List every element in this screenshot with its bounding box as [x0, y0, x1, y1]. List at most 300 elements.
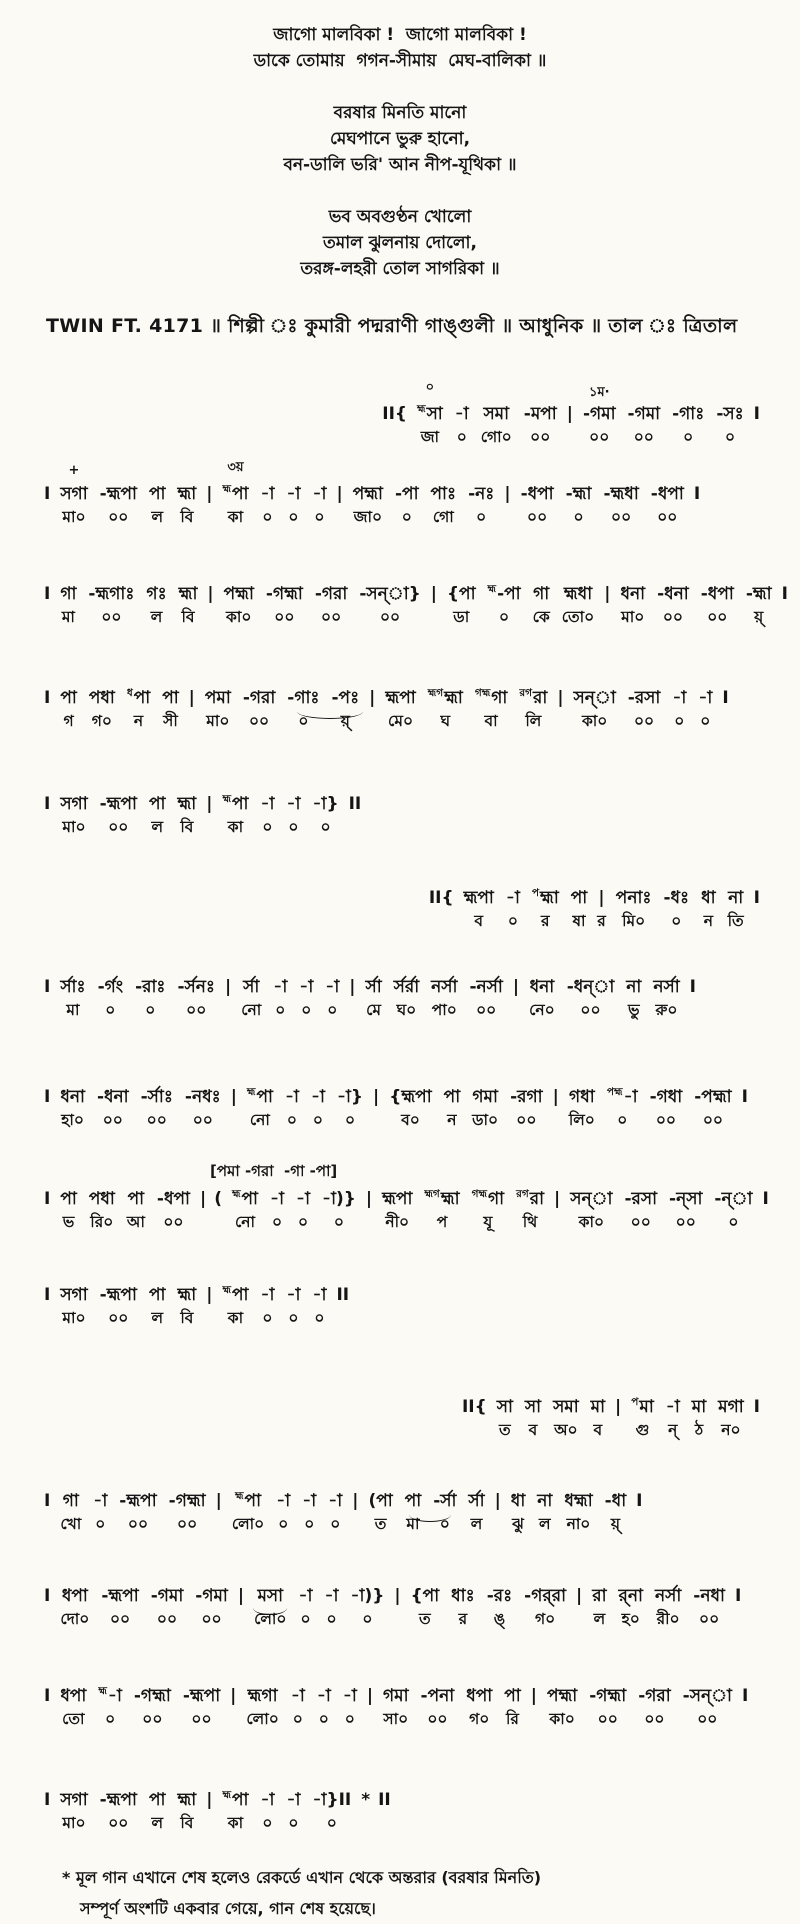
lyric-syllable: ত [374, 1515, 387, 1533]
notation-cell: | [206, 794, 213, 814]
notation-cell: -রাঃ [135, 977, 166, 997]
beat-cell [686, 976, 700, 1023]
beat-cell [353, 583, 426, 630]
beat-cell [280, 1789, 306, 1836]
beat-cell [558, 1490, 598, 1537]
beat-cell [379, 687, 421, 734]
lyric-syllable: ০০ [675, 1213, 696, 1231]
lyric-syllable: ০ [683, 428, 694, 446]
notation-cell: | [554, 1189, 561, 1209]
beat-cell [583, 1685, 632, 1732]
grace-note: গহ্ম [471, 1188, 487, 1200]
beat-cell [179, 1086, 227, 1133]
beat-cell [202, 793, 216, 840]
lyric-syllable: ব [593, 1421, 603, 1439]
notation-line [40, 1585, 764, 1632]
beat-cell [54, 1086, 91, 1133]
beat-cell [240, 1685, 284, 1732]
lyric-syllable: ০ [573, 508, 584, 526]
notation-cell: পা [60, 1189, 77, 1209]
notation-cell: ধনা [60, 1087, 85, 1107]
beat-cell [556, 583, 601, 630]
lyric-syllable: ০ [318, 1710, 329, 1728]
beat-cell [331, 1086, 369, 1133]
notation-cell: II{ [428, 888, 454, 908]
beat-cell [363, 1685, 377, 1732]
notation-cell: -পহ্মা [694, 1087, 732, 1107]
notation-cell: র্সা [365, 977, 382, 997]
notation-cell: | [237, 1586, 245, 1606]
lyric-syllable: ০০ [427, 1710, 448, 1728]
beat-cell [708, 1188, 758, 1235]
lyric-syllable: ন [447, 1111, 457, 1129]
beat-cell [645, 483, 690, 530]
notation-cell: | [504, 484, 511, 504]
beat-cell [565, 887, 593, 934]
lyric-syllable: ০ [297, 1213, 309, 1231]
notation-cell: -রসা [624, 1189, 658, 1209]
tala-mark: + [68, 463, 80, 478]
lyric-syllable: ০ [330, 1515, 341, 1533]
notation-cell: -া [312, 1285, 327, 1305]
lyric-syllable: ০০ [516, 1111, 537, 1129]
lyrics-line: বরষার মিনতি মানো [333, 103, 467, 123]
lyric-syllable: ত [419, 1610, 431, 1628]
lyric-syllable: ০ [298, 712, 309, 730]
lyric-syllable: ল [151, 1309, 163, 1327]
lyric-syllable: ০ [312, 1111, 323, 1129]
beat-cell [54, 1685, 92, 1732]
beat-cell [171, 1789, 202, 1836]
lyric-syllable: ০ [288, 818, 299, 836]
notation-cell: -ধা [604, 1491, 627, 1511]
lyric-syllable: ০ [262, 1309, 273, 1327]
notation-cell: -া [672, 688, 687, 708]
beat-cell [121, 682, 156, 734]
lyric-syllable: ০ [300, 1610, 311, 1628]
beat-cell [738, 1086, 752, 1133]
notation-cell: I [753, 1397, 760, 1417]
grace-note: হ্ম [98, 1685, 107, 1697]
beat-cell [481, 1585, 518, 1632]
beat-cell [527, 1685, 541, 1732]
notation-cell: $^{হ্ম}$পা [222, 793, 249, 814]
grace-note: প [531, 887, 540, 899]
notation-cell: -হ্মধা [603, 484, 639, 504]
beat-cell [226, 1183, 264, 1235]
beat-cell [345, 976, 359, 1023]
lyric-syllable: ০ [401, 508, 412, 526]
beat-cell [585, 1396, 611, 1443]
notation-line [40, 1081, 764, 1133]
notation-cell: $^{হ্মগ}$হ্মা [427, 687, 463, 708]
lyric-syllable: দো০ [60, 1610, 90, 1628]
beat-cell [347, 483, 389, 530]
notation-cell: -া [276, 1491, 291, 1511]
lyric-syllable: ০ [320, 818, 331, 836]
notation-cell: ধনা [620, 584, 646, 604]
beat-cell [686, 1396, 712, 1443]
notation-cell: -গাঃ [287, 688, 320, 708]
beat-cell [216, 1279, 254, 1331]
beat-cell [513, 682, 553, 734]
notation-cell: -গধা [649, 1087, 683, 1107]
notation-cell: | [430, 584, 437, 604]
beat-cell [505, 1490, 531, 1537]
lyric-syllable: য়্ [610, 1515, 620, 1533]
beat-cell [54, 793, 93, 840]
beat-cell [632, 1490, 646, 1537]
notation-cell: পনাঃ [615, 888, 652, 908]
grace-note: হ্মগ [424, 1188, 440, 1200]
notation-cell: ধপা [466, 1686, 493, 1706]
notation-cell: | [394, 1586, 401, 1606]
beat-cell [92, 976, 130, 1023]
lyric-syllable: ০ [286, 1111, 297, 1129]
beat-cell [458, 1396, 491, 1443]
notation-cell: -সঃ [716, 404, 744, 424]
notation-cell: | [352, 1491, 359, 1511]
beat-cell [171, 1284, 202, 1331]
notation-cell: গমা [383, 1686, 409, 1706]
lyric-syllable: জা [420, 428, 440, 446]
notation-cell: -গমা [627, 404, 661, 424]
beat-cell [695, 583, 740, 630]
record-header-line: TWIN FT. 4171 ॥ শিল্পী ঃ কুমারী পদ্মরাণী গাঙ্গুলী ॥ আধুনিক ॥ তাল ঃ ত্রিতাল [46, 315, 738, 337]
lyric-syllable: মা [406, 1515, 420, 1533]
notation-cell: -া [698, 688, 713, 708]
beat-cell [171, 483, 202, 530]
notation-cell: II [336, 1285, 350, 1305]
lyric-syllable: ০ [327, 1001, 338, 1019]
lyric-syllable: ০০ [248, 712, 270, 730]
footnote [0, 1862, 800, 1924]
lyric-syllable: ০০ [580, 1001, 601, 1019]
beat-cell [550, 1188, 564, 1235]
notation-cell: | [557, 688, 564, 708]
lyric-syllable: কা [227, 818, 244, 836]
notation-cell: -া [298, 1586, 313, 1606]
beat-cell [359, 976, 387, 1023]
lyric-syllable: ০০ [379, 608, 401, 626]
notation-cell: | [369, 688, 376, 708]
notation-cell: I [44, 484, 51, 504]
beat-cell [441, 583, 482, 630]
notation-cell: পা [148, 794, 166, 814]
beat-cell [40, 1284, 54, 1331]
beat-cell [389, 483, 425, 530]
notation-cell: I [44, 1686, 51, 1706]
notation-cell: হ্মগা [247, 1686, 278, 1706]
swaralipi-score [0, 380, 800, 1836]
beat-cell [94, 483, 143, 530]
notation-cell: হ্মা [178, 584, 198, 604]
lyric-syllable: বি [181, 608, 195, 626]
beat-cell [519, 1396, 547, 1443]
notation-cell: -গহ্মা [168, 1491, 206, 1511]
lyric-syllable: ০ [439, 1515, 450, 1533]
notation-cell: পা [148, 1790, 166, 1810]
notation-cell: সা [496, 1397, 513, 1417]
notation-cell: নর্সা [653, 977, 680, 997]
notation-cell: না [537, 1491, 553, 1511]
lyric-syllable: ০ [499, 608, 510, 626]
beat-cell [365, 687, 379, 734]
notation-cell: -ধপা [156, 1189, 190, 1209]
notation-cell: -রগা [510, 1087, 543, 1107]
notation-cell: পা [162, 688, 179, 708]
notation-cell: গঃ [146, 584, 167, 604]
lyric-syllable: ০ [476, 508, 487, 526]
beat-cell [306, 1284, 332, 1331]
notation-cell: -হ্মপা [99, 484, 137, 504]
notation-cell: $^{হ্ম}$পা [231, 1188, 258, 1209]
lyric-syllable: ০ [344, 1710, 355, 1728]
lyric-syllable: র [541, 912, 550, 930]
lyric-syllable: না০ [566, 1515, 591, 1533]
beat-cell [651, 583, 695, 630]
grace-note: রগ [516, 1188, 529, 1200]
lyric-syllable: মা০ [62, 818, 86, 836]
lyric-syllable: ০০ [697, 1710, 718, 1728]
lyric-syllable: ল [151, 508, 163, 526]
lyrics-line: জাগো মালবিকা ! জাগো মালবিকা ! [273, 25, 527, 45]
notation-cell: -া [299, 977, 314, 997]
notation-cell: -া} [336, 1087, 364, 1107]
notation-cell: -া}II [312, 1790, 352, 1810]
beat-cell [458, 887, 500, 934]
notation-cell: | [566, 404, 573, 424]
notation-cell: -া [270, 1189, 284, 1209]
lyric-syllable: ০০ [191, 1710, 212, 1728]
notation-cell: গধা [569, 1087, 595, 1107]
beat-cell [388, 976, 426, 1023]
beat-cell [143, 483, 171, 530]
beat-cell [597, 483, 644, 530]
lyric-syllable: ০০ [274, 608, 295, 626]
lyric-syllable: পা০ [431, 1001, 457, 1019]
lyric-syllable: কা [227, 1814, 244, 1832]
tala-mark: ৩য় [227, 460, 244, 475]
notation-cell: মগা [718, 1397, 744, 1417]
beat-cell [740, 583, 778, 630]
beat-cell [523, 976, 561, 1023]
beat-cell [378, 403, 411, 450]
notation-cell: | [552, 1087, 559, 1107]
beat-cell [332, 483, 346, 530]
notation-cell: I [44, 1491, 51, 1511]
lyric-syllable: ০০ [146, 1111, 167, 1129]
notation-cell: I [44, 1087, 51, 1107]
beat-cell [54, 1188, 82, 1235]
beat-cell [586, 1585, 612, 1632]
beat-cell [504, 1086, 548, 1133]
notation-cell: I [762, 1189, 769, 1209]
lyric-syllable: ০ [105, 1001, 116, 1019]
beat-cell [518, 1585, 572, 1632]
grace-note: হ্ম [417, 403, 426, 415]
lyric-syllable: গ০ [469, 1710, 490, 1728]
lyric-syllable: ০০ [177, 1515, 198, 1533]
notation-cell: $^{হ্ম}$পা [222, 483, 249, 504]
lyric-syllable: লো০ [246, 1710, 279, 1728]
notation-cell: পহ্মা [352, 484, 383, 504]
beat-cell [644, 1086, 689, 1133]
beat-cell [254, 1789, 280, 1836]
notation-cell: -গহ্মা [265, 584, 303, 604]
footnote-line: সম্পূর্ণ অংশটি একবার গেয়ে, গান শেষ হয়েছে। [80, 1899, 376, 1918]
beat-cell [306, 793, 344, 840]
beat-cell [399, 1490, 427, 1537]
notation-cell: | [224, 977, 232, 997]
notation-cell: মা [590, 1397, 606, 1417]
notation-cell: -গমা [582, 404, 616, 424]
beat-cell [218, 583, 260, 630]
lyric-syllable: ০ [262, 818, 273, 836]
notation-cell: ধা [701, 888, 716, 908]
notation-cell: | [349, 977, 356, 997]
lyric-syllable: ০ [728, 1213, 739, 1231]
beat-cell [427, 583, 441, 630]
notation-cell: -পা [394, 484, 419, 504]
lyric-syllable: সী [163, 712, 178, 730]
beat-cell [83, 687, 121, 734]
lyric-syllable: ০ [278, 1515, 289, 1533]
notation-cell: -ধন্‌া [566, 977, 615, 997]
notation-cell: I [741, 1087, 748, 1107]
beat-cell [54, 1490, 87, 1537]
notation-cell: পা [148, 484, 166, 504]
lyric-syllable: তি [727, 912, 744, 930]
grace-note: পহ্ম [606, 1086, 623, 1098]
notation-cell: সন্‌া [573, 688, 616, 708]
phrase-annotation: [পমা -গরা -গা -পা] [210, 1162, 338, 1180]
lyric-syllable: র [597, 912, 606, 930]
lyric-syllable: ০০ [699, 1610, 720, 1628]
lyric-syllable: ঙ্‌ [493, 1610, 506, 1628]
lyric-syllable: ০ [671, 912, 682, 930]
lyric-syllable: ০ [326, 1610, 337, 1628]
beat-cell [515, 483, 560, 530]
beat-cell [660, 1396, 686, 1443]
beat-cell [593, 887, 610, 934]
lyric-syllable: গ০ [534, 1610, 556, 1628]
beat-cell [462, 483, 500, 530]
notation-cell: -া [284, 1087, 299, 1107]
beat-cell [390, 1585, 404, 1632]
beat-cell [40, 1685, 54, 1732]
notation-cell: $^প$হ্মা [531, 887, 559, 908]
notation-cell: -পনা [420, 1686, 455, 1706]
notation-cell: পা [60, 688, 77, 708]
beat-cell [254, 1284, 280, 1331]
lyric-syllable: ০০ [163, 1213, 184, 1231]
notation-cell: -া [328, 1491, 343, 1511]
lyric-syllable: থি [522, 1213, 538, 1231]
lyric-syllable: ০০ [707, 608, 728, 626]
beat-cell [316, 1188, 362, 1235]
notation-cell: পহ্মা [223, 584, 254, 604]
notation-cell: I [44, 1285, 51, 1305]
lyric-syllable: ঘ০ [396, 1001, 417, 1019]
beat-cell [614, 583, 651, 630]
notation-cell: -া [286, 1285, 301, 1305]
beat-cell [248, 1585, 292, 1632]
beat-cell [620, 976, 647, 1023]
lyric-syllable: ০০ [633, 428, 654, 446]
beat-cell [649, 1585, 687, 1632]
lyric-syllable: ০ [333, 1213, 344, 1231]
lyric-syllable: ০০ [186, 1001, 207, 1019]
lyric-syllable: লি [525, 712, 542, 730]
notation-cell: পা [570, 888, 588, 908]
beat-cell [687, 1585, 731, 1632]
beat-cell [466, 1183, 511, 1235]
notation-cell: গা [533, 584, 550, 604]
beat-cell [491, 1490, 505, 1537]
beat-cell [491, 1396, 519, 1443]
notation-cell: $^{হ্ম}$-পা [487, 583, 521, 604]
notation-cell: -ধঃ [663, 888, 690, 908]
notation-cell: না [728, 888, 744, 908]
lyric-syllable: ০০ [192, 1111, 213, 1129]
beat-cell [306, 1789, 357, 1836]
notation-cell: | [206, 1285, 213, 1305]
beat-cell [560, 483, 598, 530]
lyric-syllable: ০ [288, 508, 299, 526]
notation-cell: সগা [60, 1285, 88, 1305]
beat-cell [241, 1081, 279, 1133]
beat-cell [311, 1685, 337, 1732]
notation-cell: -গরা [242, 688, 276, 708]
beat-cell [234, 1585, 248, 1632]
beat-cell [425, 887, 458, 934]
lyric-syllable: ব [474, 912, 484, 930]
beat-cell [632, 1685, 676, 1732]
notation-cell: -ন্‌সা [669, 1189, 703, 1209]
notation-cell: -হ্মা [745, 584, 772, 604]
beat-cell [280, 1284, 306, 1331]
notation-cell: -ধপা [650, 484, 684, 504]
beat-cell [290, 1188, 316, 1235]
notation-cell: $^{হ্মগ}$হ্মা [424, 1188, 460, 1209]
notation-cell: -নর্সা [469, 977, 503, 997]
notation-cell: I [722, 688, 729, 708]
lyric-syllable: যূ [483, 1213, 493, 1231]
lyrics-line: তরঙ্গ-লহরী তোল সাগরিকা ॥ [300, 259, 500, 279]
lyric-syllable: ল [539, 1515, 551, 1533]
notation-line [40, 1279, 764, 1331]
beat-cell [527, 583, 556, 630]
lyric-syllable: ০ [344, 1111, 356, 1129]
notation-line [40, 1159, 769, 1235]
beat-cell [750, 1396, 764, 1443]
beat-cell [54, 687, 82, 734]
lyric-syllable: বি [180, 508, 194, 526]
lyric-syllable: ০ [617, 1111, 628, 1129]
notation-cell: | [373, 1087, 380, 1107]
beat-cell [82, 583, 140, 630]
beat-cell [40, 1490, 54, 1537]
notation-cell: I [781, 584, 788, 604]
notation-line [40, 976, 764, 1023]
notation-cell: | [576, 1586, 583, 1606]
notation-cell: ধপা [60, 1686, 87, 1706]
grace-note: হ্ম [487, 583, 497, 595]
beat-cell [690, 483, 704, 530]
lyric-syllable: ল [151, 1814, 163, 1832]
notation-cell: | [199, 1189, 207, 1209]
